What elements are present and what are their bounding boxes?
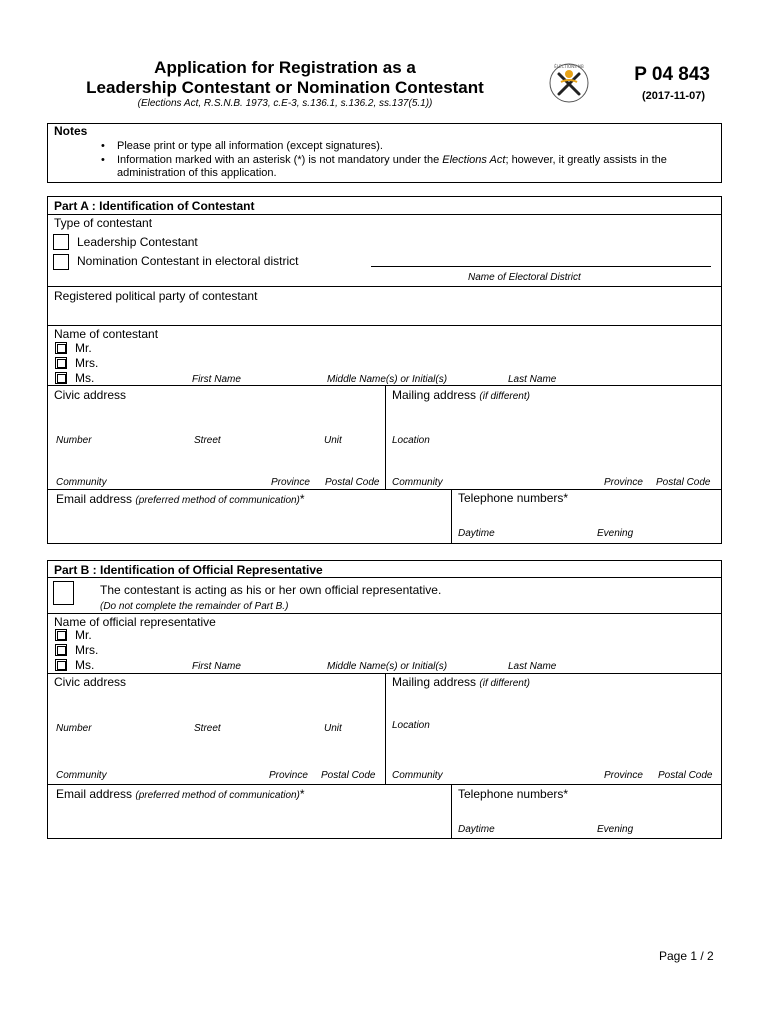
form-date: (2017-11-07) <box>642 90 705 102</box>
rep-province-caption: Province <box>269 770 308 781</box>
political-party-label: Registered political party of contestant <box>54 289 258 303</box>
notes-heading: Notes <box>54 124 88 138</box>
part-a-heading: Part A : Identification of Contestant <box>54 199 255 213</box>
note-item-2: • Information marked with an asterisk (*) is not mandatory under the Elections Act; however, it greatly assists in the <box>117 154 667 166</box>
rep-first-name-caption: First Name <box>192 661 241 672</box>
mrs-checkbox[interactable] <box>55 357 67 369</box>
province-caption: Province <box>271 477 310 488</box>
ms-label: Ms. <box>75 371 95 385</box>
civic-address-label: Civic address <box>54 388 127 402</box>
form-number: P 04 843 <box>634 64 710 85</box>
street-caption: Street <box>194 435 221 446</box>
mr-checkbox[interactable] <box>55 342 67 354</box>
mailing-address-label: Mailing address (if different) <box>392 388 530 402</box>
middle-name-caption: Middle Name(s) or Initial(s) <box>327 374 448 385</box>
rep-mailing-postal-code-caption: Postal Code <box>658 770 713 781</box>
rep-evening-caption: Evening <box>597 824 634 835</box>
rep-street-caption: Street <box>194 723 221 734</box>
rep-middle-name-caption: Middle Name(s) or Initial(s) <box>327 661 448 672</box>
rep-mr-label: Mr. <box>75 628 92 642</box>
leadership-contestant-checkbox[interactable] <box>53 234 69 250</box>
leadership-contestant-label: Leadership Contestant <box>77 235 198 249</box>
rep-ms-label: Ms. <box>75 658 95 672</box>
part-b-heading: Part B : Identification of Official Representative <box>54 563 323 577</box>
elections-nb-logo-icon <box>548 62 590 104</box>
type-of-contestant-label: Type of contestant <box>54 216 153 230</box>
rep-postal-code-caption: Postal Code <box>321 770 376 781</box>
own-representative-label: The contestant is acting as his or her own official representative. <box>100 583 442 597</box>
note-item-1: • Please print or type all information (except signatures). <box>117 140 383 152</box>
rep-community-caption: Community <box>56 770 107 781</box>
mailing-postal-code-caption: Postal Code <box>656 477 711 488</box>
page-number: Page 1 / 2 <box>659 949 714 963</box>
location-caption: Location <box>392 435 430 446</box>
electoral-district-caption: Name of Electoral District <box>468 272 581 283</box>
rep-mrs-label: Mrs. <box>75 643 99 657</box>
electoral-district-field[interactable] <box>371 266 711 267</box>
rep-email-label: Email address (preferred method of communication)* <box>56 787 305 801</box>
nomination-contestant-checkbox[interactable] <box>53 254 69 270</box>
telephone-label: Telephone numbers* <box>458 491 569 505</box>
contestant-name-label: Name of contestant <box>54 327 159 341</box>
do-not-complete-note: (Do not complete the remainder of Part B.) <box>100 601 289 612</box>
note-item-2-continued: administration of this application. <box>117 167 277 179</box>
form-title-line2: Leadership Contestant or Nomination Contestant <box>86 78 484 97</box>
rep-civic-address-label: Civic address <box>54 675 127 689</box>
postal-code-caption: Postal Code <box>325 477 380 488</box>
community-caption: Community <box>56 477 107 488</box>
rep-daytime-caption: Daytime <box>458 824 495 835</box>
first-name-caption: First Name <box>192 374 241 385</box>
rep-last-name-caption: Last Name <box>508 661 557 672</box>
rep-location-caption: Location <box>392 720 430 731</box>
rep-telephone-label: Telephone numbers* <box>458 787 569 801</box>
number-caption: Number <box>56 435 92 446</box>
ms-checkbox[interactable] <box>55 372 67 384</box>
rep-mailing-province-caption: Province <box>604 770 643 781</box>
svg-text:ÉLECTIONS NB: ÉLECTIONS NB <box>554 64 584 69</box>
mr-label: Mr. <box>75 341 92 355</box>
mailing-province-caption: Province <box>604 477 643 488</box>
rep-ms-checkbox[interactable] <box>55 659 67 671</box>
own-representative-checkbox[interactable] <box>53 581 74 605</box>
rep-mailing-community-caption: Community <box>392 770 443 781</box>
rep-mailing-address-label: Mailing address (if different) <box>392 675 530 689</box>
mailing-community-caption: Community <box>392 477 443 488</box>
email-label: Email address (preferred method of communication)* <box>56 492 305 506</box>
rep-mrs-checkbox[interactable] <box>55 644 67 656</box>
nomination-contestant-label: Nomination Contestant in electoral district <box>77 254 299 268</box>
mrs-label: Mrs. <box>75 356 99 370</box>
daytime-caption: Daytime <box>458 528 495 539</box>
evening-caption: Evening <box>597 528 634 539</box>
rep-number-caption: Number <box>56 723 92 734</box>
form-title-line1: Application for Registration as a <box>154 58 416 77</box>
representative-name-label: Name of official representative <box>54 615 216 629</box>
rep-mr-checkbox[interactable] <box>55 629 67 641</box>
legal-citation: (Elections Act, R.S.N.B. 1973, c.E-3, s.136.1, s.136.2, ss.137(5.1)) <box>137 98 433 109</box>
rep-unit-caption: Unit <box>324 723 342 734</box>
unit-caption: Unit <box>324 435 342 446</box>
last-name-caption: Last Name <box>508 374 557 385</box>
